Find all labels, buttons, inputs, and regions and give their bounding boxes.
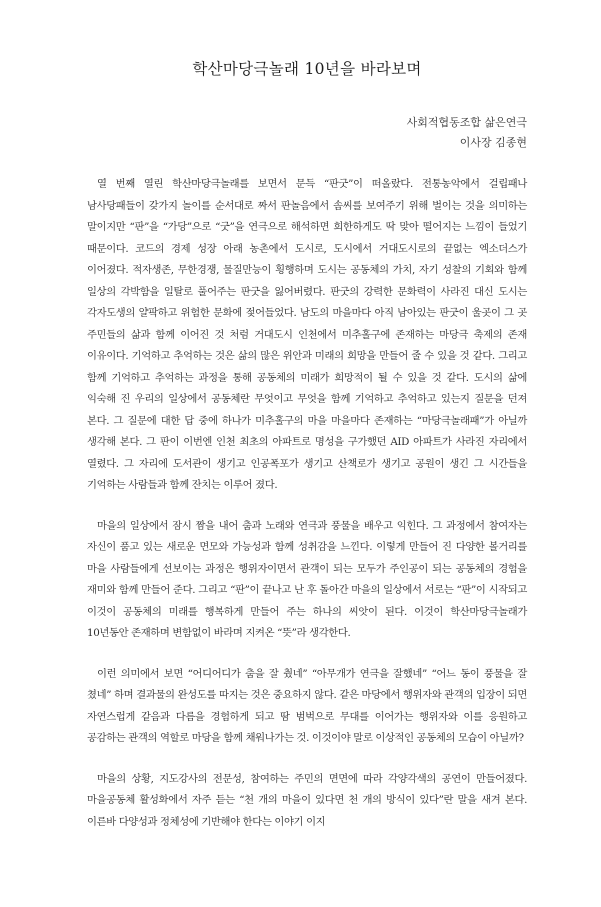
body-text	[87, 174, 527, 833]
paragraph: 열 번째 열린 학산마당극놀래를 보면서 문득 “판굿”이 떠올랐다. 전통농악에서 걸립패나 남사당패들이 갖가지 놀이를 순서대로 짜서 판놀음에서 솜씨를 보여주기 위해 벌이는 것을 의미하는 말이지만 “판”을 “가당”으로 “굿”을 연극으로 해석하면 희한하게도 딱 맞아 떨어지는 느낌이 들었기 때문이다. 코드의 경제 성장 아래 농촌에서 도시로, 도시에서 거대도시로의 끝없는 엑소더스가 이어졌다. 적자생존, 무한경쟁, 물질만능이 횡행하며 도시는 공동체의 가치, 자기 성찰의 기회와 함께 일상의 각박함을 일탈로 풀어주는 판굿을 잃어버렸다. 판굿의 강력한 문화력이 사라진 대신 도시는 각자도생의 얄팍하고 위험한 문화에 젖어들었다. 남도의 마을마다 아직 남아있는 판굿이 울곳이 그 곳 주민들의 삶과 함께 이어진 것 처럼 거대도시 인천에서 미추홀구에 존재하는 마당극 축제의 존재 이유이다. 기억하고 추억하는 것은 삶의 많은 위안과 미래의 희망을 만들어 줄 수 있을 것 같다. 그리고 함께 기억하고 추억하는 과정을 통해 공동체의 미래가 희망적이 될 수 있을 것 같다. 도시의 삶에 익숙해 진 우리의 일상에서 공동체란 무엇이고 무엇을 함께 기억하고 추억하고 있는지 질문을 던져 본다. 그 질문에 대한 답 중에 하나가 미추홀구의 마을 마을마다 존재하는 “마당극놀래패”가 아닐까 생각해 본다. 그 판이 이번엔 인천 최초의 아파트로 명성을 구가했던 AID 아파트가 사라진 자리에서 열렸다. 그 자리에 도서관이 생기고 인공폭포가 생기고 산책로가 생기고 공원이 생긴 그 시간들을 기억하는 사람들과 함께 잔치는 이루어 졌다.	[87, 178, 527, 491]
author-block	[87, 113, 527, 153]
paragraph: 이런 의미에서 보면 “어디어디가 춤을 잘 췄네” “아무개가 연극을 잘했네” “어느 동이 풍물을 잘 쳤네” 하며 결과물의 완성도를 따지는 것은 중요하지 않다. 같은 마당에서 행위자와 관객의 입장이 되면 자연스럽게 같음과 다름을 경험하게 되고 땀 범벅으로 무대를 이어가는 행위자와 이를 응원하고 공감하는 관객의 역할로 마당을 함께 채워나가는 것. 이것이야 말로 이상적인 공동체의 모습이 아닐까?	[87, 667, 527, 744]
document-title: 학산마당극놀래 10년을 바라보며	[192, 60, 422, 78]
paragraph: 마을의 상황, 지도강사의 전문성, 참여하는 주민의 면면에 따라 각양각색의 공연이 만들어졌다. 마을공동체 활성화에서 자주 듣는 “천 개의 마을이 있다면 천 개의 방식이 있다”란 말을 새겨 본다. 이른바 다양성과 정체성에 기반해야 한다는 이야기 이지	[87, 772, 527, 828]
document-page	[0, 57, 601, 907]
author-name: 이사장 김종현	[459, 136, 527, 149]
author-organization: 사회적협동조합 삶은연극	[406, 116, 527, 129]
paragraph: 마을의 일상에서 잠시 짬을 내어 춤과 노래와 연극과 풍물을 배우고 익힌다. 그 과정에서 참여자는 자신이 품고 있는 새로운 면모와 가능성과 함께 성취감을 느낀다. 이렇게 만들어 진 다양한 볼거리를 마을 사람들에게 선보이는 과정은 행위자이면서 관객이 되는 모두가 주인공이 되는 공동체의 경험을 재미와 함께 만들어 준다. 그리고 “판”이 끝나고 난 후 돌아간 마을의 일상에서 서로는 “판”이 시작되고 이것이 공동체의 미래를 행복하게 만들어 주는 하나의 씨앗이 된다. 이것이 학산마당극놀래가 10년동안 존재하며 변함없이 바라며 지켜온 “뜻”라 생각한다.	[87, 519, 527, 639]
